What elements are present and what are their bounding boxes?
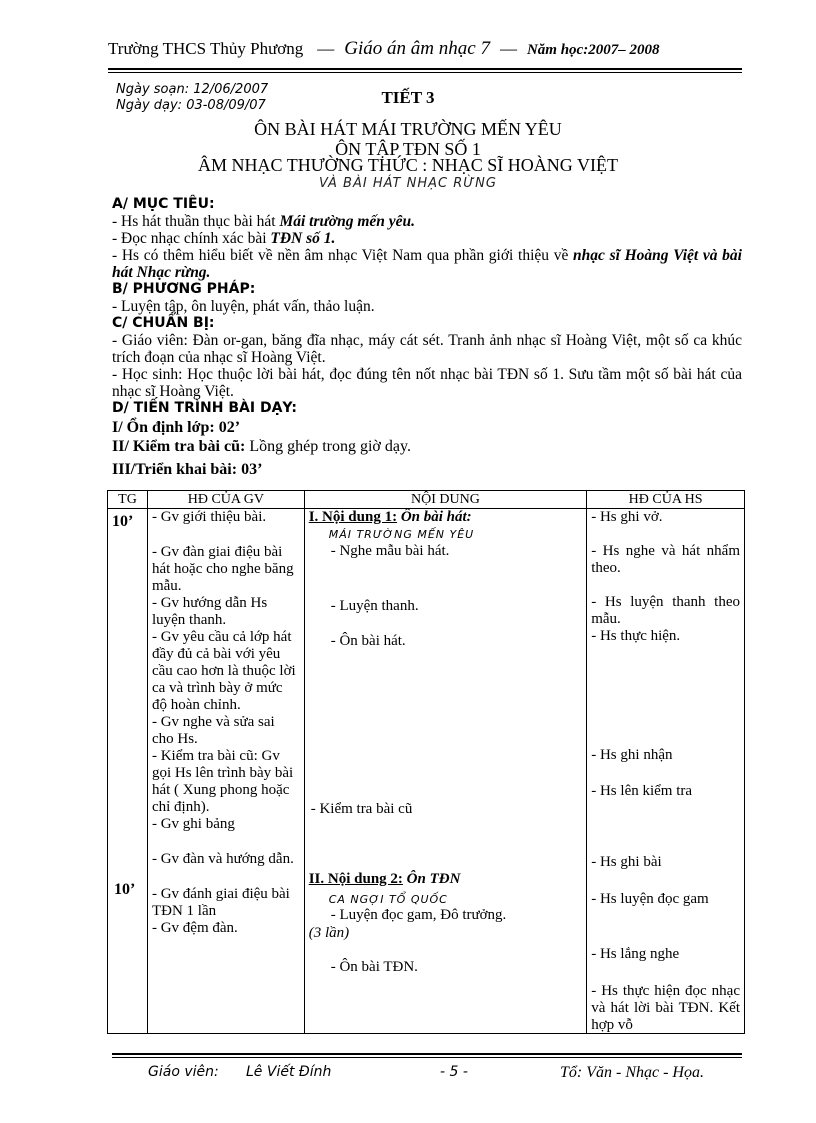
lesson-table: [107, 490, 745, 1034]
gv-item: - Gv đệm đàn.: [151, 920, 238, 936]
header-dash: —: [317, 39, 335, 58]
subject-title: Giáo án âm nhạc 7: [344, 38, 490, 59]
step-2-label: II/ Kiểm tra bài cũ:: [112, 438, 246, 455]
step-3: [112, 461, 742, 478]
content-2-item: - Ôn bài TĐN.: [330, 959, 418, 975]
school-year: Năm học:2007– 2008: [526, 42, 660, 58]
gv-item: - Gv yêu cầu cả lớp hát đầy đủ cả bài với yêu cầu cao hơn là thuộc lời ca và trình bày ở mức độ hoàn chỉnh.: [151, 629, 296, 713]
header-rule-thin: [108, 72, 742, 73]
hs-item: - Hs thực hiện.: [591, 628, 681, 644]
content-1-item: - Ôn bài hát.: [330, 633, 406, 649]
teacher-activity-cell: [147, 509, 304, 1034]
time-cell: [108, 509, 148, 1034]
hs-item: - Hs ghi bài: [591, 854, 662, 870]
objective-3-emphasis: nhạc sĩ Hoàng Việt và bài hát Nhạc rừng.: [112, 247, 742, 281]
content-2-item-note: (3 lần): [308, 925, 350, 941]
title-line-2: ÔN TẬP TĐN SỐ 1: [335, 139, 481, 159]
header-dash-2: —: [499, 39, 517, 58]
section-a-heading: A/ MỤC TIÊU:: [112, 196, 215, 212]
teacher-name: Lê Viết Đính: [246, 1064, 332, 1080]
title-line-1: ÔN BÀI HÁT MÁI TRƯỜNG MẾN YÊU: [254, 119, 562, 139]
hs-item: - Hs ghi nhận: [591, 747, 673, 763]
step-1: [112, 419, 742, 436]
gv-item: - Gv nghe và sửa sai cho Hs.: [151, 714, 275, 747]
method-text: - Luyện tập, ôn luyện, phát vấn, thảo luận.: [112, 298, 375, 315]
content-1-label: I. Nội dung 1:: [308, 509, 398, 525]
content-1-item: - Luyện thanh.: [330, 598, 419, 614]
gv-item: - Gv ghi bảng: [151, 816, 235, 832]
section-d-heading: D/ TIẾN TRÌNH BÀI DẠY:: [112, 400, 297, 416]
content-1-item: - Nghe mẫu bài hát.: [330, 543, 450, 559]
content-cell: [304, 509, 587, 1034]
prep-student: - Học sinh: Học thuộc lời bài hát, đọc đúng tên nốt nhạc bài TĐN số 1. Sưu tầm một số bài hát của nhạc sĩ Hoàng Việt.: [112, 366, 742, 400]
objective-2: [112, 230, 742, 247]
table-header-row: [108, 491, 745, 509]
gv-item: - Gv giới thiệu bài.: [151, 509, 267, 525]
step-2: [112, 438, 742, 455]
hs-item: - Hs lên kiểm tra: [591, 783, 693, 799]
footer-rule-thin: [112, 1057, 742, 1058]
page-number: - 5 -: [440, 1064, 468, 1080]
gv-item: - Kiểm tra bài cũ: Gv gọi Hs lên trình bày bài hát ( Xung phong hoặc chỉ định).: [151, 748, 294, 815]
title-line-3: ÂM NHẠC THƯỜNG THỨC : NHẠC SĨ HOÀNG VIỆT: [198, 155, 618, 175]
objective-1: [112, 213, 742, 230]
footer-rule-thick: [112, 1053, 742, 1055]
table-row: [108, 509, 745, 1034]
time-2: 10’: [114, 881, 136, 898]
hs-item: - Hs ghi vở.: [591, 509, 663, 525]
page-header: [108, 38, 659, 60]
objective-1-song: Mái trường mến yêu.: [279, 213, 416, 230]
step-1-label: I/ Ổn định lớp: 02’: [112, 419, 241, 436]
hs-item: - Hs thực hiện đọc nhạc và hát lời bài TĐN. Kết hợp vỗ: [591, 983, 740, 1033]
student-activity-cell: [587, 509, 745, 1034]
gv-item: - Gv đánh giai điệu bài TĐN 1 lần: [151, 886, 290, 919]
col-header-content: NỘI DUNG: [304, 491, 587, 509]
department: Tổ: Văn - Nhạc - Họa.: [560, 1064, 704, 1081]
time-1: 10’: [112, 513, 134, 530]
content-2-song: CA NGỢI TỔ QUỐC: [328, 893, 448, 906]
header-rule-thick: [108, 68, 742, 70]
content-2-item: - Luyện đọc gam, Đô trưởng.: [330, 907, 507, 923]
gv-item: - Gv hướng dẫn Hs luyện thanh.: [151, 595, 268, 628]
content-1-song: MÁI TRƯỜNG MẾN YÊU: [328, 528, 475, 541]
hs-item: - Hs nghe và hát nhẩm theo.: [591, 543, 740, 576]
section-c-heading: C/ CHUẨN BỊ:: [112, 315, 215, 331]
objective-2-tdn: TĐN số 1.: [270, 230, 336, 247]
content-1-heading: [309, 509, 583, 526]
content-2-heading: [309, 871, 461, 888]
gv-item: - Gv đàn giai điệu bài hát hoặc cho nghe băng mẫu.: [151, 544, 294, 594]
objective-2-text: - Đọc nhạc chính xác bài: [112, 230, 271, 247]
title-line-4: VÀ BÀI HÁT NHẠC RỪNG: [319, 176, 497, 191]
step-3-label: III/Triển khai bài: 03’: [112, 461, 263, 478]
step-2-text: Lồng ghép trong giờ dạy.: [245, 438, 411, 455]
content-check: - Kiểm tra bài cũ: [310, 801, 413, 817]
gv-item: - Gv đàn và hướng dẫn.: [151, 851, 294, 867]
prepared-date: Ngày soạn: 12/06/2007: [116, 82, 269, 97]
section-b-heading: B/ PHƯƠNG PHÁP:: [112, 281, 256, 297]
lesson-body: [112, 196, 742, 478]
prep-teacher: - Giáo viên: Đàn or-gan, băng đĩa nhạc, máy cát sét. Tranh ảnh nhạc sĩ Hoàng Việt, một số ca khúc trích đoạn của nhạc sĩ Hoàng Việt.: [112, 332, 742, 366]
lesson-number: TIẾT 3: [381, 88, 435, 107]
content-2-label: II. Nội dung 2:: [308, 871, 403, 887]
school-name: Trường THCS Thủy Phương: [108, 39, 304, 58]
taught-date: Ngày dạy: 03-08/09/07: [116, 98, 266, 113]
col-header-time: TG: [108, 491, 148, 509]
objective-1-text: - Hs hát thuần thục bài hát: [112, 213, 280, 230]
content-1-title: Ôn bài hát:: [400, 509, 472, 525]
objective-3-text: - Hs có thêm hiểu biết về nền âm nhạc Việt Nam qua phần giới thiệu về: [112, 247, 574, 264]
col-header-student: HĐ CỦA HS: [587, 491, 745, 509]
teacher-label: Giáo viên:: [148, 1064, 219, 1080]
hs-item: - Hs lắng nghe: [591, 946, 680, 962]
objective-3: [112, 247, 742, 281]
content-2-title: Ôn TĐN: [406, 871, 461, 887]
hs-item: - Hs luyện đọc gam: [591, 891, 709, 907]
col-header-teacher: HĐ CỦA GV: [147, 491, 304, 509]
hs-item: - Hs luyện thanh theo mẫu.: [591, 594, 740, 627]
